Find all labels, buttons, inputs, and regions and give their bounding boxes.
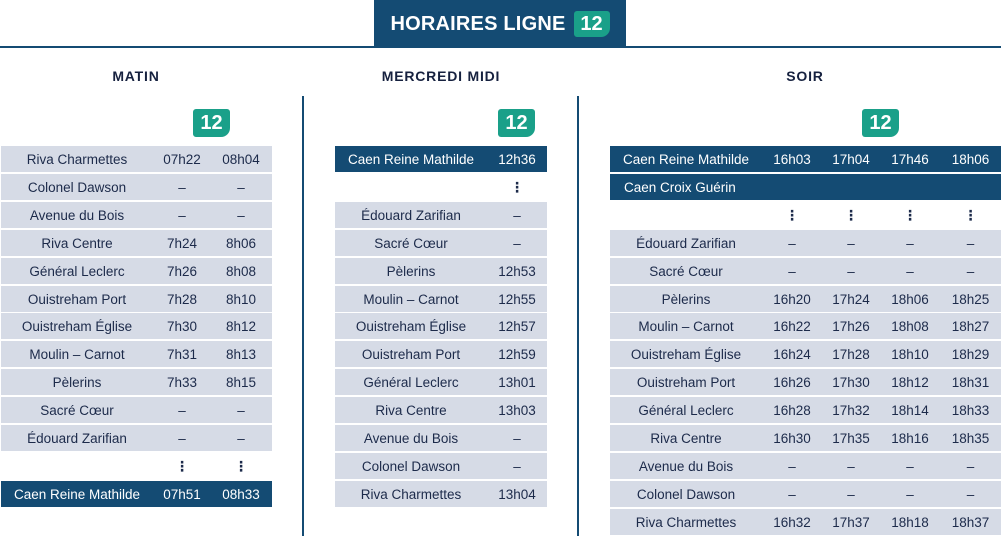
table-row xyxy=(1,286,272,312)
departure-time: – xyxy=(847,486,855,502)
stop-name: Sacré Cœur xyxy=(649,263,723,279)
stop-name: Avenue du Bois xyxy=(29,207,125,223)
departure-time: 12h57 xyxy=(498,318,536,334)
departure-time: 8h06 xyxy=(225,235,257,251)
departure-time: ⋮ xyxy=(844,206,858,223)
departure-time: 17h26 xyxy=(832,318,870,334)
table-row xyxy=(335,341,547,367)
stop-name: Ouistreham Église xyxy=(21,318,133,334)
table-row xyxy=(610,286,1001,312)
table-row xyxy=(610,174,1001,200)
page-title: HORAIRES LIGNE xyxy=(390,12,566,35)
stop-name: Moulin – Carnot xyxy=(638,318,734,334)
departure-time: 18h27 xyxy=(951,318,990,334)
stop-name: Moulin – Carnot xyxy=(363,291,459,307)
table-row xyxy=(335,397,547,423)
matin-line-badge: 12 xyxy=(193,109,230,137)
table-row xyxy=(335,453,547,479)
stop-name: Colonel Dawson xyxy=(361,458,461,474)
departure-time: 7h30 xyxy=(166,318,198,334)
stop-name: Pèlerins xyxy=(661,291,711,307)
departure-time: 07h22 xyxy=(163,151,201,167)
departure-time: 17h04 xyxy=(832,151,870,167)
stop-name: Riva Charmettes xyxy=(360,486,462,502)
table-row xyxy=(1,481,272,507)
stop-name: Ouistreham Église xyxy=(630,346,742,362)
departure-time: – xyxy=(966,235,975,251)
departure-time: ⋮ xyxy=(175,457,189,474)
departure-time: – xyxy=(237,179,245,195)
departure-time: 13h01 xyxy=(498,374,536,390)
departure-time: 17h37 xyxy=(832,514,870,530)
line-badge: 12 xyxy=(574,11,610,37)
departure-time: – xyxy=(847,263,855,279)
table-row xyxy=(1,425,272,451)
stop-name: Général Leclerc xyxy=(638,402,734,418)
stop-name: Ouistreham Port xyxy=(361,346,461,362)
stop-name: Colonel Dawson xyxy=(636,486,736,502)
departure-time: – xyxy=(966,486,975,502)
departure-time: – xyxy=(237,207,245,223)
departure-time: 16h26 xyxy=(773,374,811,390)
stop-name: Sacré Cœur xyxy=(374,235,448,251)
departure-time: 08h04 xyxy=(222,151,260,167)
stop-name: Édouard Zarifian xyxy=(361,207,461,223)
departure-time: – xyxy=(513,430,521,446)
departure-time: 18h06 xyxy=(951,151,990,167)
departure-time: – xyxy=(788,486,796,502)
table-row xyxy=(610,369,1001,395)
departure-time: – xyxy=(906,486,914,502)
departure-time: – xyxy=(906,235,914,251)
departure-time: ⋮ xyxy=(963,206,978,223)
departure-time: – xyxy=(847,458,855,474)
soir-title: SOIR xyxy=(786,68,824,84)
departure-time: 18h33 xyxy=(951,402,990,418)
table-row xyxy=(1,146,272,172)
stop-name: Pèlerins xyxy=(52,374,102,390)
departure-time: – xyxy=(178,402,186,418)
stop-name: Sacré Cœur xyxy=(40,402,114,418)
departure-time: 18h16 xyxy=(891,430,929,446)
departure-time: ⋮ xyxy=(785,206,799,223)
departure-time: – xyxy=(178,207,186,223)
stop-name: Riva Centre xyxy=(650,430,722,446)
table-row xyxy=(1,313,272,339)
departure-time: 7h28 xyxy=(166,291,198,307)
departure-time: ⋮ xyxy=(510,178,524,195)
table-row xyxy=(1,258,272,284)
table-row xyxy=(335,258,547,284)
departure-time: 18h14 xyxy=(891,402,929,418)
departure-time: – xyxy=(178,179,186,195)
departure-time: – xyxy=(966,263,975,279)
departure-time: 7h26 xyxy=(166,263,198,279)
departure-time: 18h35 xyxy=(951,430,990,446)
departure-time: 17h46 xyxy=(891,151,929,167)
departure-time: 13h03 xyxy=(498,402,536,418)
departure-time: 12h55 xyxy=(498,291,536,307)
departure-time: – xyxy=(237,402,245,418)
departure-time: 18h10 xyxy=(891,346,929,362)
stop-name: Caen Croix Guérin xyxy=(624,179,736,195)
table-row xyxy=(1,174,272,200)
departure-time: 17h32 xyxy=(832,402,870,418)
departure-time: – xyxy=(513,235,521,251)
departure-time: 17h30 xyxy=(832,374,870,390)
table-row xyxy=(1,341,272,367)
departure-time: 7h24 xyxy=(166,235,198,251)
stop-name: Colonel Dawson xyxy=(27,179,127,195)
departure-time: 17h35 xyxy=(832,430,870,446)
departure-time: – xyxy=(178,430,186,446)
departure-time: 16h20 xyxy=(773,291,811,307)
departure-time: 17h24 xyxy=(832,291,870,307)
table-row xyxy=(1,397,272,423)
table-row xyxy=(335,174,547,200)
departure-time: 17h28 xyxy=(832,346,870,362)
table-row xyxy=(335,286,547,312)
stop-name: Avenue du Bois xyxy=(638,458,734,474)
column-divider xyxy=(577,96,579,536)
departure-time: 08h33 xyxy=(222,486,260,502)
departure-time: – xyxy=(788,263,796,279)
departure-time: ⋮ xyxy=(903,206,917,223)
departure-time: – xyxy=(788,235,796,251)
table-row xyxy=(335,202,547,228)
header-tab xyxy=(374,0,626,48)
departure-time: 12h59 xyxy=(498,346,536,362)
stop-name: Avenue du Bois xyxy=(363,430,459,446)
departure-time: 16h30 xyxy=(773,430,811,446)
departure-time: 16h24 xyxy=(773,346,811,362)
departure-time: – xyxy=(788,458,796,474)
departure-time: – xyxy=(966,458,975,474)
stop-name: Riva Centre xyxy=(41,235,113,251)
table-row xyxy=(1,369,272,395)
stop-name: Édouard Zarifian xyxy=(27,430,127,446)
table-row xyxy=(610,341,1001,367)
departure-time: 7h31 xyxy=(166,346,198,362)
departure-time: 18h37 xyxy=(951,514,990,530)
departure-time: – xyxy=(237,430,245,446)
table-row xyxy=(610,313,1001,339)
stop-name: Édouard Zarifian xyxy=(636,235,736,251)
stop-name: Riva Charmettes xyxy=(26,151,128,167)
table-row xyxy=(610,230,1001,256)
departure-time: 18h31 xyxy=(951,374,990,390)
table-row xyxy=(1,230,272,256)
departure-time: 8h08 xyxy=(225,263,257,279)
departure-time: 18h18 xyxy=(891,514,929,530)
stop-name: Général Leclerc xyxy=(29,263,125,279)
soir-line-badge: 12 xyxy=(862,109,899,137)
table-row xyxy=(610,258,1001,284)
table-row xyxy=(610,425,1001,451)
table-row xyxy=(335,369,547,395)
departure-time: – xyxy=(513,458,521,474)
departure-time: 8h12 xyxy=(225,318,257,334)
stop-name: Riva Centre xyxy=(375,402,447,418)
column-divider xyxy=(302,96,304,536)
departure-time: – xyxy=(906,458,914,474)
departure-time: 07h51 xyxy=(163,486,201,502)
table-row xyxy=(610,509,1001,535)
stop-name: Caen Reine Mathilde xyxy=(347,151,475,167)
departure-time: 18h25 xyxy=(951,291,990,307)
departure-time: 8h10 xyxy=(225,291,257,307)
stop-name: Caen Reine Mathilde xyxy=(622,151,750,167)
table-row xyxy=(610,453,1001,479)
midi-line-badge: 12 xyxy=(498,109,535,137)
departure-time: 13h04 xyxy=(498,486,536,502)
stop-name: Général Leclerc xyxy=(363,374,459,390)
table-row xyxy=(335,425,547,451)
departure-time: – xyxy=(906,263,914,279)
midi-title: MERCREDI MIDI xyxy=(381,68,501,84)
departure-time: 16h32 xyxy=(773,514,811,530)
table-row xyxy=(610,202,1001,228)
departure-time: – xyxy=(847,235,855,251)
departure-time: 7h33 xyxy=(166,374,198,390)
table-row xyxy=(335,313,547,339)
table-row xyxy=(610,397,1001,423)
departure-time: 18h06 xyxy=(891,291,929,307)
stop-name: Moulin – Carnot xyxy=(29,346,125,362)
departure-time: 16h28 xyxy=(773,402,811,418)
departure-time: – xyxy=(513,207,521,223)
stop-name: Ouistreham Port xyxy=(27,291,127,307)
table-row xyxy=(610,481,1001,507)
departure-time: 18h29 xyxy=(951,346,990,362)
departure-time: 8h15 xyxy=(225,374,257,390)
stop-name: Ouistreham Port xyxy=(636,374,736,390)
table-row xyxy=(335,481,547,507)
departure-time: 18h08 xyxy=(891,318,929,334)
departure-time: 12h36 xyxy=(498,151,536,167)
stop-name: Riva Charmettes xyxy=(635,514,737,530)
table-row xyxy=(1,453,272,479)
departure-time: ⋮ xyxy=(234,457,248,474)
table-row xyxy=(1,202,272,228)
stop-name: Caen Reine Mathilde xyxy=(13,486,141,502)
table-row xyxy=(335,230,547,256)
matin-title: MATIN xyxy=(112,68,160,84)
departure-time: 16h03 xyxy=(773,151,811,167)
departure-time: 8h13 xyxy=(225,346,257,362)
table-row xyxy=(610,146,1001,172)
stop-name: Pèlerins xyxy=(386,263,436,279)
stop-name: Ouistreham Église xyxy=(355,318,467,334)
departure-time: 18h12 xyxy=(891,374,929,390)
departure-time: 16h22 xyxy=(773,318,811,334)
departure-time: 12h53 xyxy=(498,263,536,279)
table-row xyxy=(335,146,547,172)
